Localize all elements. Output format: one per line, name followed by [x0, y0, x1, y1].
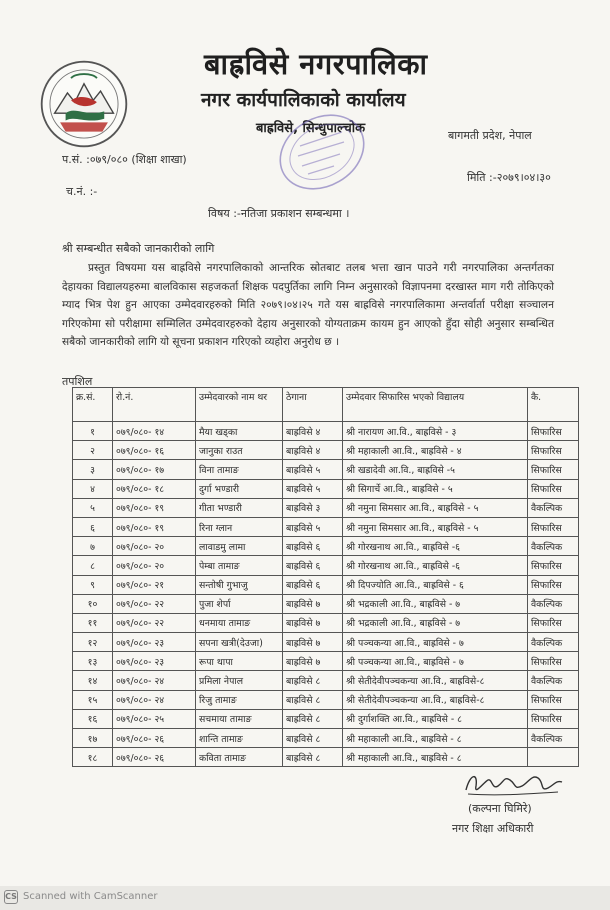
- cell-candidate-name: शान्ति तामाङ: [196, 729, 283, 748]
- table-row: [73, 575, 579, 594]
- cell-school: श्री सिगार्चे आ.वि., बाह्रविसे - ५: [343, 479, 528, 498]
- cell-address: बाह्रविसे ४: [283, 422, 343, 441]
- cell-remarks: वैकल्पिक: [528, 633, 579, 652]
- cell-address: बाह्रविसे ८: [283, 671, 343, 690]
- table-row: [73, 422, 579, 441]
- cell-candidate-name: कविता तामाङ: [196, 748, 283, 767]
- table-row: [73, 556, 579, 575]
- table-row: [73, 729, 579, 748]
- cell-school: श्री नमुना सिमसार आ.वि., बाह्रविसे - ५: [343, 517, 528, 536]
- cell-address: बाह्रविसे ७: [283, 652, 343, 671]
- column-header-school: उम्मेदवार सिफारिस भएको विद्यालय: [343, 388, 528, 422]
- cell-sn: ८: [73, 556, 113, 575]
- cell-address: बाह्रविसे ७: [283, 594, 343, 613]
- cell-remarks: वैकल्पिक: [528, 729, 579, 748]
- cell-remarks: सिफारिस: [528, 441, 579, 460]
- cell-roll-number: ०७९/०८०- २३: [113, 633, 196, 652]
- cell-school: श्री पञ्चकन्या आ.वि., बाह्रविसे - ७: [343, 652, 528, 671]
- cell-address: बाह्रविसे ६: [283, 575, 343, 594]
- cell-remarks: सिफारिस: [528, 556, 579, 575]
- cell-roll-number: ०७९/०८०- २६: [113, 748, 196, 767]
- cell-candidate-name: रिना ग्लान: [196, 517, 283, 536]
- table-body: [73, 422, 579, 767]
- letter-subject: विषय :-नतिजा प्रकाशन सम्बन्धमा ।: [208, 207, 350, 220]
- cell-sn: ९: [73, 575, 113, 594]
- cell-remarks: [528, 748, 579, 767]
- cell-remarks: सिफारिस: [528, 479, 579, 498]
- cell-roll-number: ०७९/०८०- २४: [113, 671, 196, 690]
- cell-roll-number: ०७९/०८०- २२: [113, 613, 196, 632]
- cell-address: बाह्रविसे ६: [283, 537, 343, 556]
- cell-candidate-name: प्रमिला नेपाल: [196, 671, 283, 690]
- table-row: [73, 441, 579, 460]
- cell-sn: ६: [73, 517, 113, 536]
- cell-candidate-name: रिजु तामाङ: [196, 690, 283, 709]
- cell-school: श्री पञ्चकन्या आ.वि., बाह्रविसे - ७: [343, 633, 528, 652]
- table-row: [73, 537, 579, 556]
- cell-address: बाह्रविसे ५: [283, 460, 343, 479]
- body-paragraph: प्रस्तुत विषयमा यस बाह्रविसे नगरपालिकाको आन्तरिक स्रोतबाट तलब भत्ता खान पाउने गरी नगरपालिका अन्तर्गतका देहायका विद्यालयहरुमा बालविकास सहजकर्ता शिक्षक पदपुर्तिका लागि निम्न अनुसारको विज्ञापनमा दरखास्त माग गरी तोकिएको म्याद भित्र पेश हुन आएका उम्मेदवारहरुको मिति २०७९।०४।२५ गते यस बाह्रविसे नगरपालिकामा अन्तर्वार्ता परीक्षा सञ्चालन गरिएकोमा सो परीक्षामा सम्मिलित उम्मेदवारहरुको देहाय अनुसारको योग्यताक्रम कायम हुन आएको हुँदा सोही अनुसार सम्बन्धित सबैको जानकारीको लागि यो सूचना प्रकाशन गरिएको व्यहोरा अनुरोध छ ।: [62, 262, 554, 348]
- cell-roll-number: ०७९/०८०- १४: [113, 422, 196, 441]
- cell-address: बाह्रविसे ७: [283, 613, 343, 632]
- cell-school: श्री दुर्गाशक्ति आ.वि., बाह्रविसे - ८: [343, 709, 528, 728]
- cell-school: श्री गोरखनाथ आ.वि., बाह्रविसे -६: [343, 537, 528, 556]
- cell-candidate-name: सचमाया तामाङ: [196, 709, 283, 728]
- cell-roll-number: ०७९/०८०- २६: [113, 729, 196, 748]
- signatory-title: नगर शिक्षा अधिकारी: [452, 822, 534, 835]
- cell-address: बाह्रविसे ८: [283, 709, 343, 728]
- table-row: [73, 460, 579, 479]
- cell-school: श्री भद्रकाली आ.वि., बाह्रविसे - ७: [343, 594, 528, 613]
- cell-address: बाह्रविसे ५: [283, 517, 343, 536]
- column-header-sn: क्र.सं.: [73, 388, 113, 422]
- cell-school: श्री भद्रकाली आ.वि., बाह्रविसे - ७: [343, 613, 528, 632]
- cell-roll-number: ०७९/०८०- २१: [113, 575, 196, 594]
- signatory-name: (कल्पना घिमिरे): [468, 802, 532, 815]
- column-header-name: उम्मेदवारको नाम थर: [196, 388, 283, 422]
- cell-school: श्री खडादेवी आ.वि., बाह्रविसे -५: [343, 460, 528, 479]
- cell-sn: १०: [73, 594, 113, 613]
- cell-roll-number: ०७९/०८०- २४: [113, 690, 196, 709]
- cell-remarks: सिफारिस: [528, 575, 579, 594]
- cell-roll-number: ०७९/०८०- १६: [113, 441, 196, 460]
- office-address: बाह्रविसे, सिन्धुपाल्चोक: [256, 121, 366, 136]
- cell-school: श्री गोरखनाथ आ.वि., बाह्रविसे -६: [343, 556, 528, 575]
- cell-remarks: वैकल्पिक: [528, 594, 579, 613]
- table-row: [73, 690, 579, 709]
- cell-address: बाह्रविसे ४: [283, 441, 343, 460]
- column-header-remarks: कै.: [528, 388, 579, 422]
- table-row: [73, 517, 579, 536]
- cell-remarks: सिफारिस: [528, 460, 579, 479]
- salutation: श्री सम्बन्धीत सबैको जानकारीको लागि: [62, 242, 215, 255]
- cell-candidate-name: लावाडमु लामा: [196, 537, 283, 556]
- cell-candidate-name: धनमाया तामाङ: [196, 613, 283, 632]
- cell-sn: १२: [73, 633, 113, 652]
- cell-remarks: वैकल्पिक: [528, 671, 579, 690]
- table-row: [73, 748, 579, 767]
- cell-candidate-name: विना तामाङ: [196, 460, 283, 479]
- results-table: [72, 387, 579, 767]
- cell-address: बाह्रविसे ८: [283, 729, 343, 748]
- cell-remarks: सिफारिस: [528, 613, 579, 632]
- cell-sn: १८: [73, 748, 113, 767]
- cell-address: बाह्रविसे ६: [283, 556, 343, 575]
- cell-roll-number: ०७९/०८०- २०: [113, 556, 196, 575]
- cell-candidate-name: रूपा थापा: [196, 652, 283, 671]
- cell-school: श्री दिपज्योति आ.वि., बाह्रविसे - ६: [343, 575, 528, 594]
- cell-roll-number: ०७९/०८०- २५: [113, 709, 196, 728]
- cell-school: श्री महाकाली आ.वि., बाह्रविसे - ८: [343, 748, 528, 767]
- table-row: [73, 671, 579, 690]
- cell-roll-number: ०७९/०८०- १७: [113, 460, 196, 479]
- column-header-address: ठेगाना: [283, 388, 343, 422]
- cell-remarks: सिफारिस: [528, 517, 579, 536]
- cell-address: बाह्रविसे ३: [283, 498, 343, 517]
- cell-roll-number: ०७९/०८०- २२: [113, 594, 196, 613]
- cell-candidate-name: सपना खत्री(देउजा): [196, 633, 283, 652]
- handwritten-signature-icon: [458, 766, 568, 800]
- cell-address: बाह्रविसे ८: [283, 748, 343, 767]
- cell-roll-number: ०७९/०८०- १८: [113, 479, 196, 498]
- cell-candidate-name: गीता भण्डारी: [196, 498, 283, 517]
- table-row: [73, 613, 579, 632]
- cell-remarks: वैकल्पिक: [528, 498, 579, 517]
- camscanner-logo-icon: CS: [4, 890, 18, 904]
- cell-sn: ३: [73, 460, 113, 479]
- table-row: [73, 498, 579, 517]
- cell-candidate-name: मैया खड्का: [196, 422, 283, 441]
- cell-address: बाह्रविसे ५: [283, 479, 343, 498]
- table-row: [73, 709, 579, 728]
- reference-number: प.सं. :०७९/०८० (शिक्षा शाखा): [62, 153, 187, 166]
- cell-remarks: सिफारिस: [528, 422, 579, 441]
- cell-sn: १७: [73, 729, 113, 748]
- cell-roll-number: ०७९/०८०- २३: [113, 652, 196, 671]
- cell-sn: ११: [73, 613, 113, 632]
- cell-address: बाह्रविसे ७: [283, 633, 343, 652]
- cell-school: श्री नमुना सिमसार आ.वि., बाह्रविसे - ५: [343, 498, 528, 517]
- nepal-government-emblem-icon: [38, 58, 130, 150]
- cell-candidate-name: पेम्बा तामाङ: [196, 556, 283, 575]
- table-row: [73, 479, 579, 498]
- cell-school: श्री महाकाली आ.वि., बाह्रविसे - ८: [343, 729, 528, 748]
- cell-school: श्री महाकाली आ.वि., बाह्रविसे - ४: [343, 441, 528, 460]
- scanner-watermark-text: Scanned with CamScanner: [23, 891, 158, 902]
- cell-sn: २: [73, 441, 113, 460]
- cell-address: बाह्रविसे ८: [283, 690, 343, 709]
- table-row: [73, 594, 579, 613]
- cell-sn: १३: [73, 652, 113, 671]
- dispatch-number: च.नं. :-: [66, 185, 98, 198]
- cell-school: श्री नारायण आ.वि., बाह्रविसे - ३: [343, 422, 528, 441]
- table-header-row: [73, 388, 579, 422]
- province-address: बागमती प्रदेश, नेपाल: [448, 129, 532, 142]
- cell-sn: ७: [73, 537, 113, 556]
- cell-school: श्री सेतीदेवीपञ्चकन्या आ.वि., बाह्रविसे-८: [343, 690, 528, 709]
- cell-sn: १४: [73, 671, 113, 690]
- cell-remarks: सिफारिस: [528, 652, 579, 671]
- table-row: [73, 652, 579, 671]
- cell-candidate-name: पुजा शेर्पा: [196, 594, 283, 613]
- cell-remarks: सिफारिस: [528, 709, 579, 728]
- cell-roll-number: ०७९/०८०- १९: [113, 517, 196, 536]
- cell-sn: ५: [73, 498, 113, 517]
- table-caption: तपशिल: [62, 375, 93, 388]
- cell-remarks: सिफारिस: [528, 690, 579, 709]
- scanner-footer: [0, 886, 610, 910]
- office-name: नगर कार्यपालिकाको कार्यालय: [201, 89, 406, 111]
- cell-sn: १: [73, 422, 113, 441]
- cell-sn: १६: [73, 709, 113, 728]
- cell-candidate-name: जानुका राउत: [196, 441, 283, 460]
- cell-roll-number: ०७९/०८०- १९: [113, 498, 196, 517]
- cell-candidate-name: सन्तोषी गुभाजु: [196, 575, 283, 594]
- cell-remarks: वैकल्पिक: [528, 537, 579, 556]
- cell-sn: १५: [73, 690, 113, 709]
- letter-date: मिति :-२०७९।०४।३०: [467, 171, 551, 184]
- cell-school: श्री सेतीदेवीपञ्चकन्या आ.वि., बाह्रविसे-८: [343, 671, 528, 690]
- cell-roll-number: ०७९/०८०- २०: [113, 537, 196, 556]
- cell-sn: ४: [73, 479, 113, 498]
- office-stamp-icon: [260, 112, 380, 192]
- municipality-name: बाह्रविसे नगरपालिका: [204, 47, 428, 81]
- cell-candidate-name: दुर्गा भण्डारी: [196, 479, 283, 498]
- table-row: [73, 633, 579, 652]
- column-header-roll: रो.नं.: [113, 388, 196, 422]
